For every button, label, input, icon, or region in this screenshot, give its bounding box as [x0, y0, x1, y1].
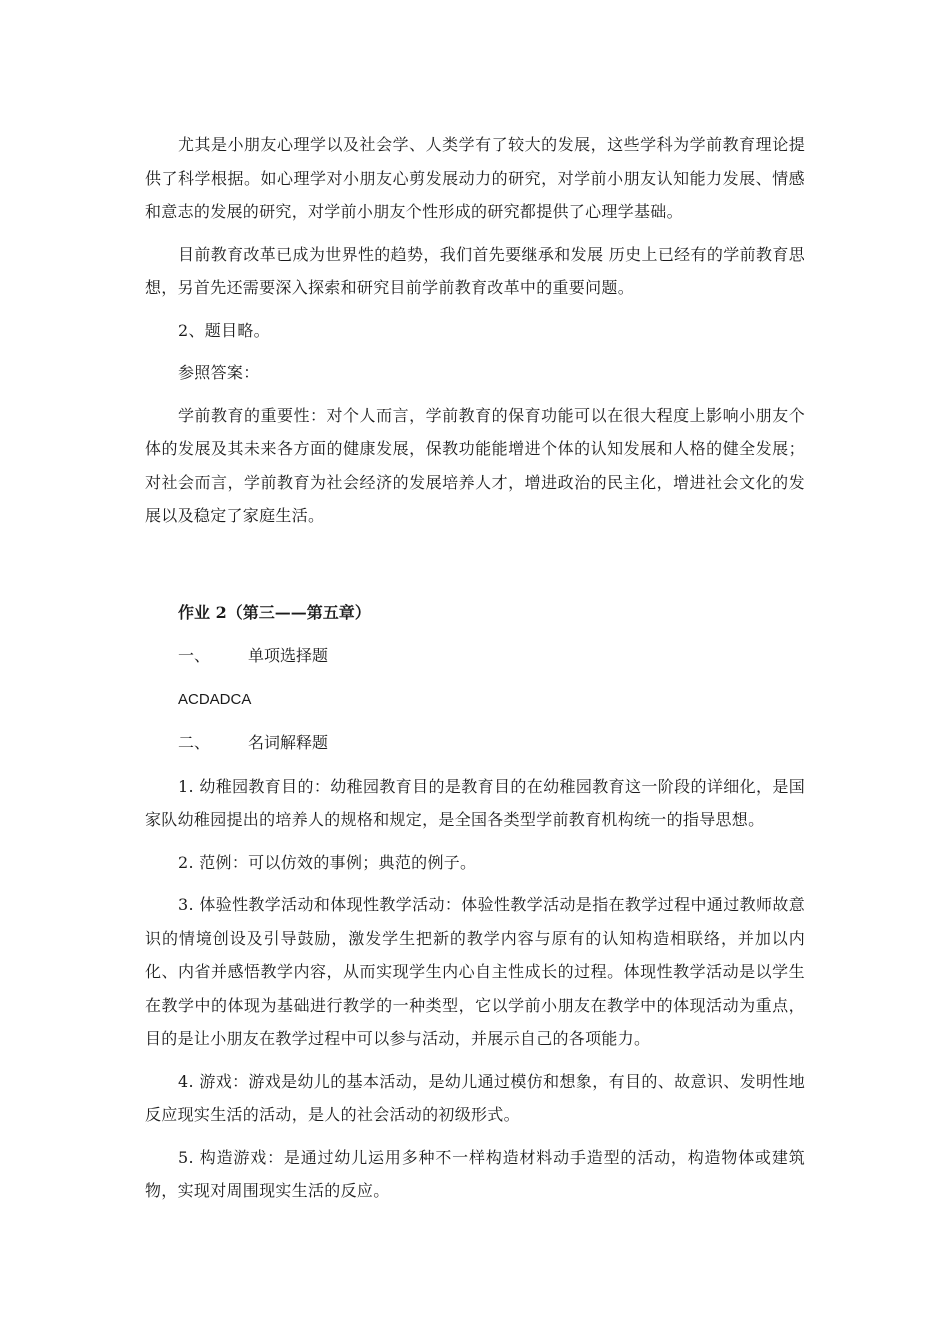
- part-2-title: 名词解释题: [248, 733, 329, 752]
- section-spacer: [145, 542, 805, 596]
- term-4: 4. 游戏：游戏是幼儿的基本活动，是幼儿通过模仿和想象，有目的、故意识、发明性地反应现实生活的活动，是人的社会活动的初级形式。: [145, 1071, 805, 1124]
- part-2-number: 二、: [178, 733, 211, 752]
- part-1-heading: [145, 639, 805, 673]
- part-1-title: 单项选择题: [248, 646, 329, 665]
- paragraph-psychology: 尤其是小朋友心理学以及社会学、人类学有了较大的发展，这些学科为学前教育理论提供了科学根据。如心理学对小朋友心剪发展动力的研究，对学前小朋友认知能力发展、情感和意志的发展的研究，对学前小朋友个性形成的研究都提供了心理学基础。: [145, 135, 805, 221]
- term-2: 2. 范例：可以仿效的事例；典范的例子。: [178, 852, 477, 872]
- multiple-choice-answers: ACDADCA: [178, 690, 252, 708]
- term-3: 3. 体验性教学活动和体现性教学活动：体验性教学活动是指在教学过程中通过教师故意识的情境创设及引导鼓励，激发学生把新的教学内容与原有的认知构造相联络，并加以内化、内省并感悟教学内容，从而实现学生内心自主性成长的过程。体现性教学活动是以学生在教学中的体现为基础进行教学的一种类型，它以学前小朋友在教学中的体现活动为重点，目的是让小朋友在教学过程中可以参与活动，并展示自己的各项能力。: [145, 895, 805, 1048]
- question-2: 2、题目略。: [178, 320, 270, 340]
- term-5: 5. 构造游戏：是通过幼儿运用多种不一样构造材料动手造型的活动，构造物体或建筑物，实现对周围现实生活的反应。: [145, 1147, 805, 1200]
- answer-text: 学前教育的重要性：对个人而言，学前教育的保育功能可以在很大程度上影响小朋友个体的发展及其未来各方面的健康发展，保教功能能增进个体的认知发展和人格的健全发展；对社会而言，学前教育为社会经济的发展培养人才，增进政治的民主化，增进社会文化的发展以及稳定了家庭生活。: [145, 405, 805, 525]
- assignment-title: 作业 2（第三——第五章）: [178, 602, 371, 622]
- paragraph-reform: 目前教育改革已成为世界性的趋势，我们首先要继承和发展 历史上已经有的学前教育思想，另首先还需要深入探索和研究目前学前教育改革中的重要问题。: [145, 244, 805, 297]
- document-page: [145, 128, 805, 1217]
- answer-label: 参照答案：: [178, 363, 260, 382]
- part-2-heading: [145, 726, 805, 760]
- part-1-number: 一、: [178, 646, 211, 665]
- term-1: 1. 幼稚园教育目的：幼稚园教育目的是教育目的在幼稚园教育这一阶段的详细化，是国家队幼稚园提出的培养人的规格和规定，是全国各类型学前教育机构统一的指导思想。: [145, 776, 805, 829]
